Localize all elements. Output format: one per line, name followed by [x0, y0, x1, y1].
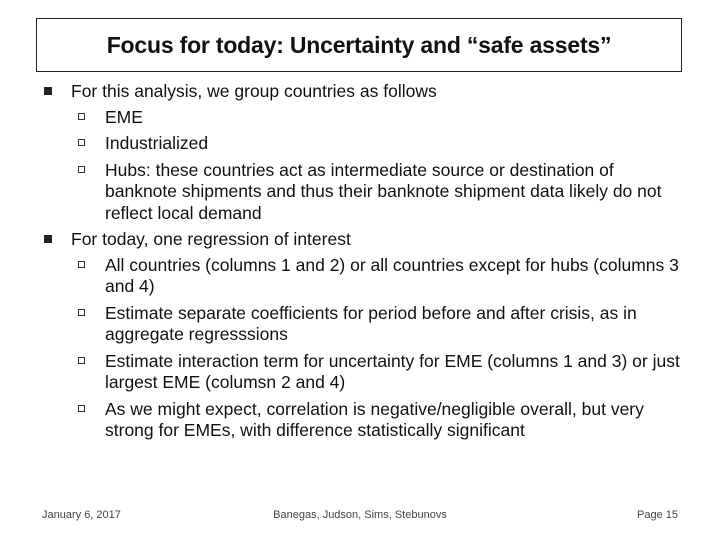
square-bullet-icon	[44, 87, 52, 95]
hollow-square-bullet-icon	[78, 357, 85, 364]
bullet-grouping	[44, 81, 684, 103]
slide-content	[44, 80, 684, 447]
sub-bullet-text: All countries (columns 1 and 2) or all countries except for hubs (columns 3 and 4)	[105, 254, 679, 296]
sub-bullet-item	[75, 107, 684, 129]
sub-bullet-text: Estimate interaction term for uncertainty for EME (columns 1 and 3) or just largest EME (columsn 2 and 4)	[105, 350, 680, 392]
sub-bullet-text: Industrialized	[105, 133, 209, 153]
hollow-square-bullet-icon	[78, 261, 85, 268]
bullet-regression	[44, 229, 684, 251]
sub-bullet-text: As we might expect, correlation is negative/negligible overall, but very strong for EMEs, with difference statistically significant	[105, 398, 644, 440]
bullet-text: For today, one regression of interest	[71, 229, 351, 249]
sub-bullet-item	[75, 303, 684, 346]
square-bullet-icon	[44, 235, 52, 243]
sub-bullet-text: Estimate separate coefficients for period before and after crisis, as in aggregate regresssions	[105, 302, 637, 344]
hollow-square-bullet-icon	[78, 139, 85, 146]
footer-page-number: Page 15	[637, 509, 678, 521]
sub-bullet-text: EME	[105, 106, 143, 127]
footer-authors: Banegas, Judson, Sims, Stebunovs	[273, 509, 447, 521]
sub-bullet-item	[75, 255, 684, 298]
hollow-square-bullet-icon	[78, 113, 85, 120]
sub-bullet-text: Hubs: these countries act as intermediate source or destination of banknote shipments and thus their banknote shipment data likely do not reflect local demand	[105, 159, 662, 223]
sub-bullet-list	[44, 255, 684, 442]
hollow-square-bullet-icon	[78, 166, 85, 173]
sub-bullet-list	[44, 107, 684, 225]
sub-bullet-item	[75, 351, 684, 394]
bullet-text: For this analysis, we group countries as follows	[71, 81, 437, 101]
footer-date: January 6, 2017	[42, 509, 121, 521]
sub-bullet-item	[75, 399, 684, 442]
sub-bullet-item	[75, 160, 684, 225]
hollow-square-bullet-icon	[78, 309, 85, 316]
hollow-square-bullet-icon	[78, 405, 85, 412]
sub-bullet-item	[75, 133, 684, 155]
title-box	[36, 18, 682, 72]
slide-title: Focus for today: Uncertainty and “safe assets”	[106, 31, 612, 58]
